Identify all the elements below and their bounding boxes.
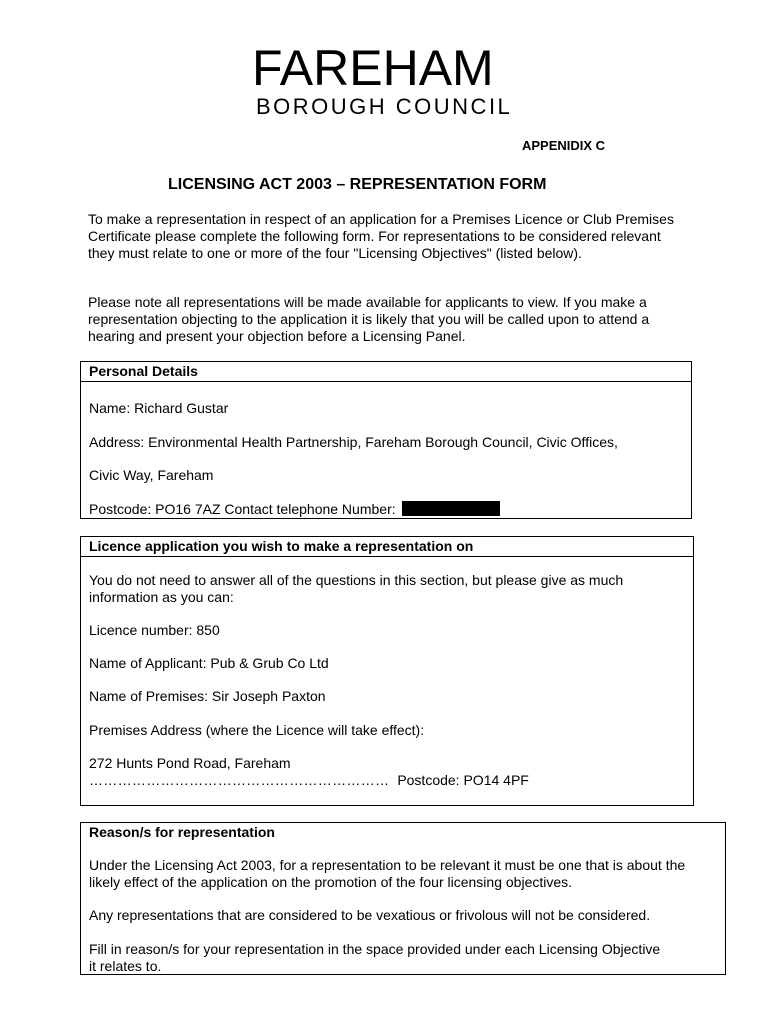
reasons-paragraph-2: Any representations that are considered to be vexatious or frivolous will not be considered. (89, 907, 651, 923)
intro-paragraph-2: Please note all representations will be made available for applicants to view. If you make a representation objecting to the application it is likely that you will be called upon to attend a hearing and present your objection before a Licensing Panel. (88, 294, 650, 344)
address-field-line-2[interactable]: Civic Way, Fareham (89, 467, 214, 483)
applicant-name-field[interactable]: Name of Applicant: Pub & Grub Co Ltd (89, 655, 329, 671)
premises-address-field[interactable]: 272 Hunts Pond Road, Fareham (89, 755, 291, 771)
logo-name: FAREHAM (252, 40, 494, 96)
address-field-line-1[interactable]: Address: Environmental Health Partnership, Fareham Borough Council, Civic Offices, (89, 434, 618, 450)
form-title: LICENSING ACT 2003 – REPRESENTATION FORM (168, 176, 547, 193)
postcode-phone-label: Postcode: PO16 7AZ Contact telephone Number: (89, 501, 396, 517)
premises-address-label: Premises Address (where the Licence will take effect): (89, 722, 425, 738)
licence-number-field[interactable]: Licence number: 850 (89, 622, 220, 638)
reasons-paragraph-3: Fill in reason/s for your representation in the space provided under each Licensing Objective it relates to. (89, 941, 661, 974)
premises-postcode-row (89, 772, 685, 789)
licence-section-note: You do not need to answer all of the questions in this section, but please give as much information as you can: (89, 572, 624, 605)
reasons-heading: Reason/s for representation (89, 824, 275, 840)
reasons-paragraph-1: Under the Licensing Act 2003, for a representation to be relevant it must be one that is about the likely effect of the application on the promotion of the four licensing objectives. (89, 857, 686, 890)
premises-postcode-field[interactable]: Postcode: PO14 4PF (397, 772, 529, 788)
personal-details-section (80, 361, 692, 519)
logo-subtitle: BOROUGH COUNCIL (256, 94, 513, 119)
redacted-phone-number (402, 501, 500, 516)
premises-name-field[interactable]: Name of Premises: Sir Joseph Paxton (89, 688, 326, 704)
intro-paragraph-1: To make a representation in respect of an application for a Premises Licence or Club Premises Certificate please complete the following form. For representations to be considered relevant they must relate to one or more of the four "Licensing Objectives" (listed below). (88, 211, 674, 261)
address-dotted-line: ……………………………………………………… (89, 772, 390, 788)
postcode-phone-row (89, 501, 683, 518)
personal-details-heading: Personal Details (81, 362, 691, 382)
licence-application-heading: Licence application you wish to make a representation on (81, 537, 693, 557)
licence-application-section (80, 536, 694, 806)
reasons-section (80, 822, 726, 975)
name-field[interactable]: Name: Richard Gustar (89, 400, 229, 416)
appendix-label: APPENIDIX C (522, 138, 606, 153)
